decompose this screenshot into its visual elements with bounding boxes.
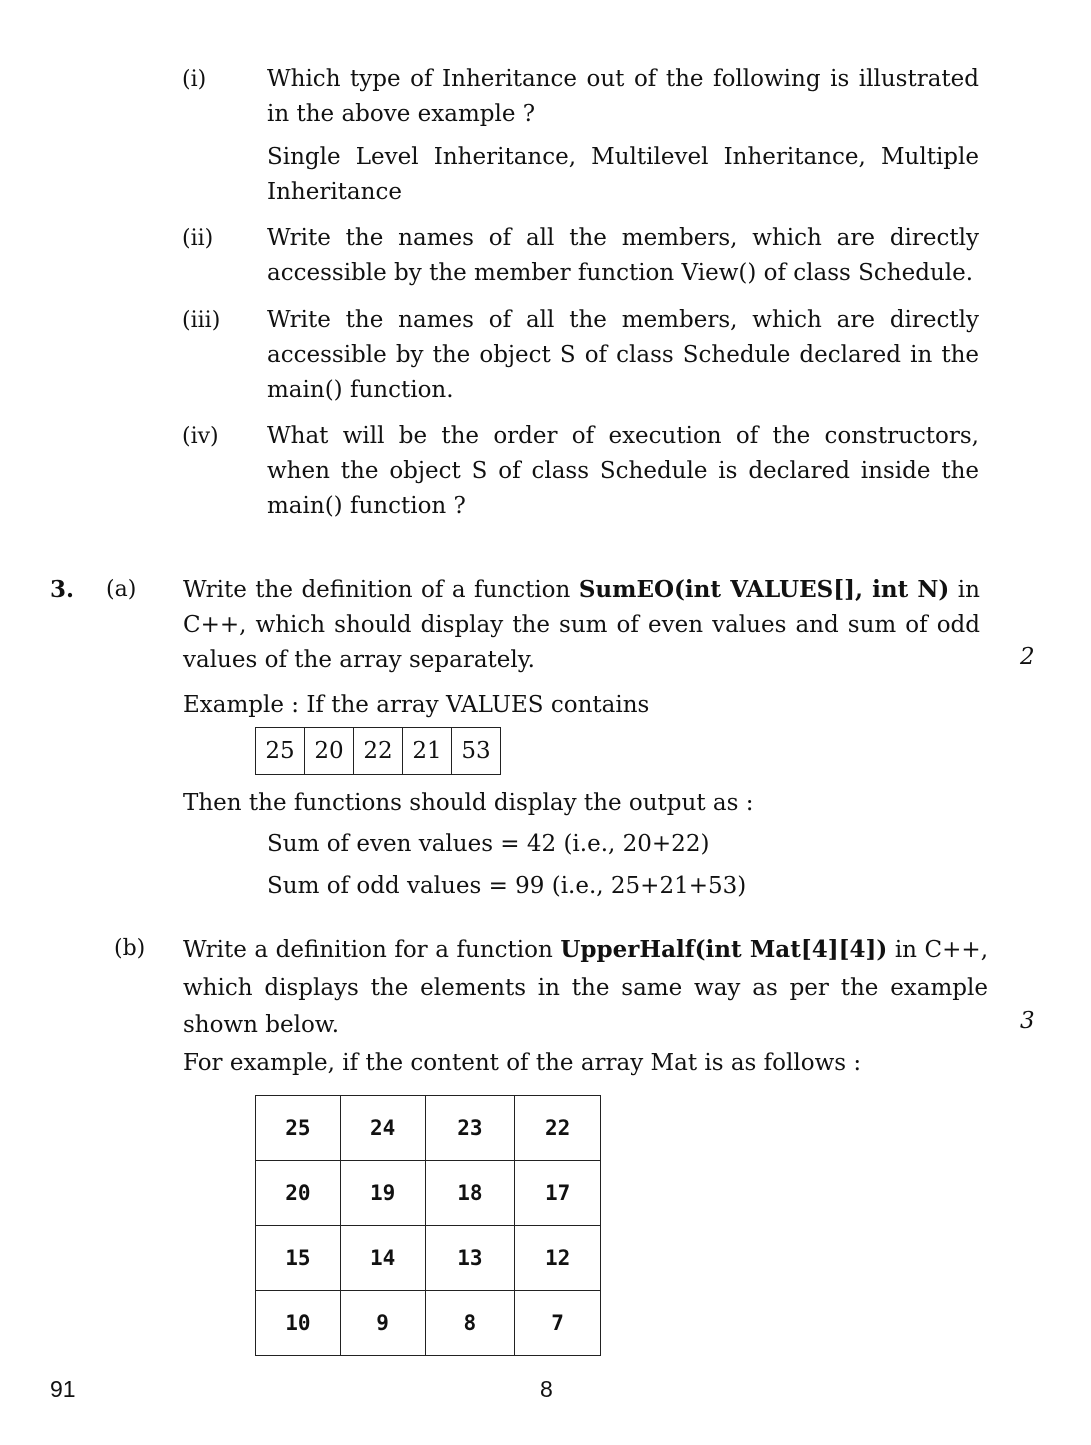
values-cell: 53: [452, 728, 501, 775]
q3a-example-intro: Example : If the array VALUES contains: [183, 692, 650, 718]
q3b-marks: 3: [1020, 1008, 1035, 1034]
matrix-row: [256, 1291, 601, 1356]
q3a-output-intro: Then the functions should display the output as :: [183, 790, 754, 816]
matrix-cell: 8: [425, 1291, 515, 1356]
values-cell: 21: [403, 728, 452, 775]
values-cell: 20: [305, 728, 354, 775]
matrix-row: [256, 1226, 601, 1291]
matrix-cell: 22: [515, 1096, 601, 1161]
matrix-row: [256, 1161, 601, 1226]
matrix-cell: 10: [256, 1291, 341, 1356]
q3a-text: [183, 572, 980, 678]
matrix-cell: 23: [425, 1096, 515, 1161]
values-cell: 25: [256, 728, 305, 775]
q2-iii-text: Write the names of all the members, which are directly accessible by the object S of class Schedule declared in the main() function.: [267, 307, 979, 403]
q3b-text: [183, 931, 988, 1045]
q3a-output-even: Sum of even values = 42 (i.e., 20+22): [267, 831, 710, 857]
q3a-text-before: Write the definition of a function: [183, 577, 579, 603]
matrix-cell: 7: [515, 1291, 601, 1356]
q2-i-text: Which type of Inheritance out of the following is illustrated in the above example ?: [267, 66, 979, 127]
q3-number: 3.: [50, 576, 75, 603]
q2-iii-label: (iii): [182, 308, 221, 333]
matrix-cell: 9: [340, 1291, 425, 1356]
q3a-function-signature: SumEO(int VALUES[], int N): [578, 576, 950, 603]
matrix-cell: 14: [340, 1226, 425, 1291]
q2-iv-text: What will be the order of execution of the constructors, when the object S of class Schedule is declared inside the main() function ?: [267, 423, 979, 519]
q3a-marks: 2: [1020, 644, 1035, 670]
q2-iv-label: (iv): [182, 424, 219, 449]
q3b-function-signature: UpperHalf(int Mat[4][4]): [560, 936, 888, 963]
q2-ii-text: Write the names of all the members, which are directly accessible by the member function View() of class Schedule.: [267, 225, 979, 286]
q3b-example-intro: For example, if the content of the array Mat is as follows :: [183, 1050, 862, 1076]
matrix-cell: 19: [340, 1161, 425, 1226]
matrix-cell: 15: [256, 1226, 341, 1291]
values-cell: 22: [354, 728, 403, 775]
matrix-cell: 13: [425, 1226, 515, 1291]
q2-i-label: (i): [182, 67, 207, 92]
values-array-table: [255, 727, 501, 775]
paper-code: 91: [50, 1376, 76, 1402]
matrix-cell: 20: [256, 1161, 341, 1226]
q3b-label: (b): [114, 936, 146, 961]
matrix-row: [256, 1096, 601, 1161]
matrix-cell: 18: [425, 1161, 515, 1226]
q3b-text-after: in C++, which displays the elements in the same way as per the example shown below.: [183, 937, 989, 1038]
matrix-cell: 12: [515, 1226, 601, 1291]
q3b-text-before: Write a definition for a function: [183, 937, 561, 963]
matrix-cell: 24: [340, 1096, 425, 1161]
q2-ii-label: (ii): [182, 226, 214, 251]
page-number: 8: [540, 1376, 553, 1402]
matrix-cell: 25: [256, 1096, 341, 1161]
matrix-table: [255, 1095, 601, 1356]
matrix-cell: 17: [515, 1161, 601, 1226]
q3a-output-odd: Sum of odd values = 99 (i.e., 25+21+53): [267, 873, 747, 899]
q3a-label: (a): [106, 577, 137, 602]
q3a-text-after: in C++, which should display the sum of even values and sum of odd values of the array separately.: [183, 577, 980, 673]
q2-i-options: Single Level Inheritance, Multilevel Inheritance, Multiple Inheritance: [267, 144, 979, 205]
